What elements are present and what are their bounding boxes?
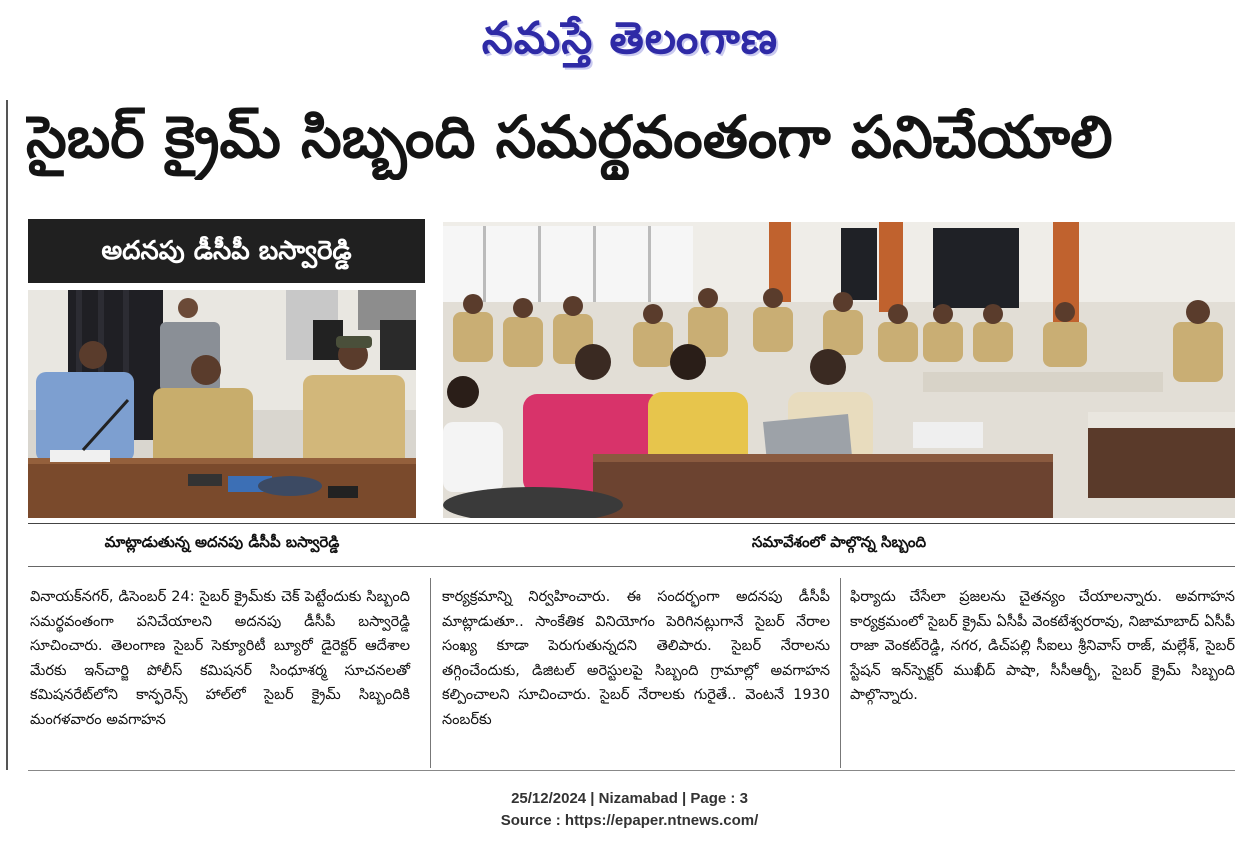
caption-divider [28,523,1235,524]
body-bottom-rule [28,770,1235,771]
footer-source-link[interactable]: Source : https://epaper.ntnews.com/ [500,812,759,829]
article-subhead: అదనపు డీసీపీ బస్వారెడ్డి [28,219,425,283]
photo-speakers [28,290,416,518]
caption-speakers: మాట్లాడుతున్న అదనపు డీసీపీ బస్వారెడ్డి [104,533,340,551]
footer-dateline: 25/12/2024 | Nizamabad | Page : 3 [511,790,748,807]
article-column-2: కార్యక్రమాన్ని నిర్వహించారు. ఈ సందర్భంగా అదనపు డీసీపీ మాట్లాడుతూ.. సాంకేతిక వినియోగం పెరిగినట్లుగానే సైబర్ నేరాల సంఖ్య కూడా పెరుగుతున్నదని తెలిపారు. సైబర్ నేరాలను తగ్గించేందుకు, డిజిటల్ అరెస్టులపై సిబ్బంది గ్రామాల్లో అవగాహన కల్పించాలని సూచించారు. సైబర్ నేరాలకు గురైతే.. వెంటనే 1930 నంబర్‌కు [442,589,830,728]
left-border-rule [6,100,8,770]
article-column-3: ఫిర్యాదు చేసేలా ప్రజలను చైతన్యం చేయాలన్నారు. అవగాహన కార్యక్రమంలో సైబర్ క్రైమ్ ఏసీపీ వెంకటేశ్వరరావు, నిజామాబాద్ ఏసీపీ రాజా వెంకట్‌రెడ్డి, నగర, డిచ్‌పల్లి సీఐలు శ్రీనివాస్ రాజ్, మల్లేశ్, సైబర్ స్టేషన్ ఇన్‌స్పెక్టర్ ముఖీద్ పాషా, సీసీఆర్బీ, సైబర్ క్రైమ్ సిబ్బంది పాల్గొన్నారు. [850,589,1235,703]
column-divider [430,578,431,768]
masthead-logo: నమస్తే తెలంగాణ [481,13,779,64]
article-column-1: వినాయక్‌నగర్, డిసెంబర్ 24: సైబర్ క్రైమ్‌కు చెక్ పెట్టేందుకు సిబ్బంది సమర్థవంతంగా పనిచేయాలని అదనపు డీసీపీ బస్వారెడ్డి సూచించారు. తెలంగాణ సైబర్ సెక్యూరిటీ బ్యూరో డైరెక్టర్ ఆదేశాల మేరకు ఇన్‌చార్జి పోలీస్ కమిషనర్ సింధూశర్మ సూచనలతో కమిషనరేట్‌లోని కాన్ఫరెన్స్ హాల్‌లో సైబర్ క్రైమ్ సిబ్బందికి మంగళవారం అవగాహన [30,589,410,728]
body-top-rule [28,566,1235,567]
article-headline: సైబర్ క్రైమ్ సిబ్బంది సమర్థవంతంగా పనిచేయాలి [26,103,1113,171]
photo-attendees [443,222,1235,518]
caption-attendees: సమావేశంలో పాల్గొన్న సిబ్బంది [751,533,927,551]
column-divider [840,578,841,768]
